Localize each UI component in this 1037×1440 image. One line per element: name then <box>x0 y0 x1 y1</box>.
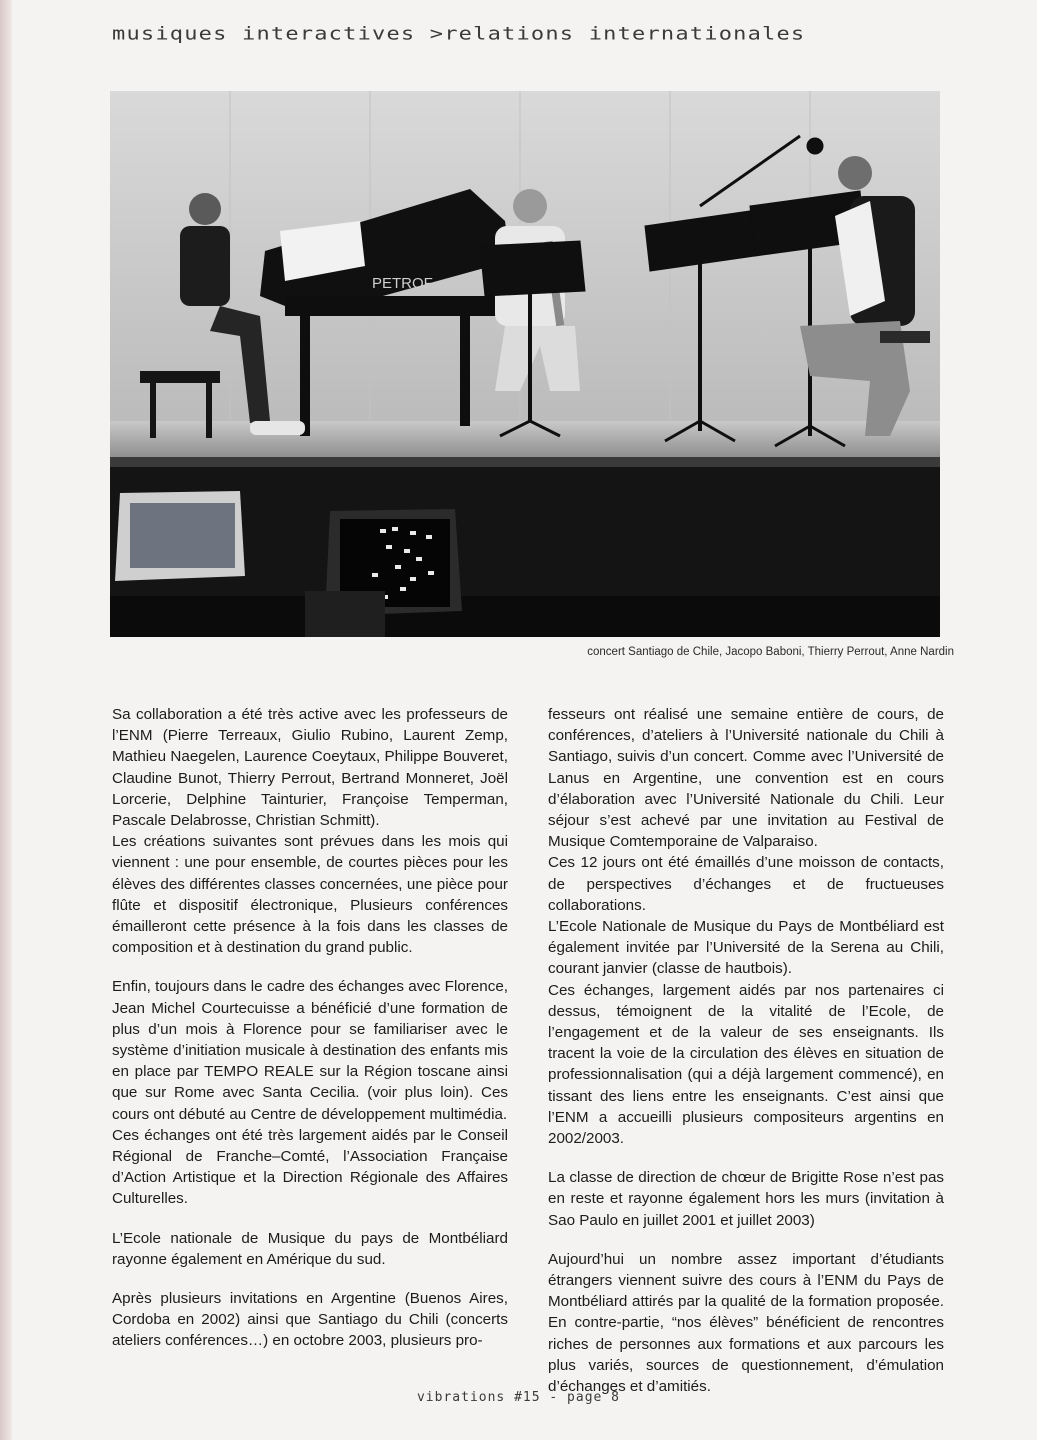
paragraph: Sa collaboration a été très active avec les professeurs de l’ENM (Pierre Terreaux, Giulio Rubino, Laurent Zemp, Mathieu Naegelen, Laurence Coeytaux, Philippe Bouveret, Claudine Bunot, Thierry Perrout, Bertrand Monneret, Joël Lorcerie, Delphine Tainturier, Françoise Temperman, Pascale Delabrosse, Christian Schmitt). <box>112 706 508 830</box>
paragraph: Enfin, toujours dans le cadre des échanges avec Florence, Jean Michel Courtecuisse a bénéficié d’une formation de plus d’un mois à Florence pour se familiariser avec le système d’initiation musicale à destination des enfants mis en place par TEMPO REALE sur la Région toscane ainsi que sur Rome avec Santa Cecilia. (voir plus loin). Ces cours ont débuté au Centre de développement multimédia. <box>112 978 508 1123</box>
page-footer: vibrations #15 - page 8 <box>416 1390 620 1405</box>
paragraph: fesseurs ont réalisé une semaine entière de cours, de conférences, d’ateliers à l’Université nationale du Chili à Santiago, suivis d’un concert. Comme avec l’Université de Lanus en Argentine, une convention est en cours d’élaboration avec l’Université Nationale du Chili. Leur séjour s’est achevé par une invitation au Festival de Musique Comtemporaine de Valparaiso. <box>548 706 944 851</box>
paragraph: L’Ecole nationale de Musique du pays de Montbéliard rayonne également en Amérique du sud. <box>112 1229 508 1268</box>
paragraph: Aujourd’hui un nombre assez important d’étudiants étrangers viennent suivre des cours à l’ENM du Pays de Montbéliard attirés par la qualité de la formation proposée. En contre-partie, “nos élèves” bénéficient de rencontres riches de personnes aux formations et aux parcours les plus variés, sources de questionnement, d’émulation d’échanges et d’amitiés. <box>548 1250 944 1396</box>
paragraph: Ces échanges, largement aidés par nos partenaires ci dessus, témoignent de la vitalité de l’Ecole, de l’engagement et de la valeur de ses enseignants. Ils tracent la voie de la circulation des élèves en situation de professionnalisation (qui a déjà largement commencé), en tissant des liens entre les enseignants. C’est ainsi que l’ENM a accueilli plusieurs compositeurs argentins en 2002/2003. <box>548 981 944 1148</box>
page-header: musiques interactives >relations internationales <box>112 24 806 45</box>
paragraph: Ces échanges ont été très largement aidés par le Conseil Régional de Franche–Comté, l’Association Française d’Action Artistique et la Direction Régionale des Affaires Culturelles. <box>112 1126 508 1208</box>
paragraph: La classe de direction de chœur de Brigitte Rose n’est pas en reste et rayonne également hors les murs (invitation à Sao Paulo en juillet 2001 et juillet 2003) <box>548 1169 944 1229</box>
left-column <box>112 704 508 1352</box>
paragraph: L’Ecole Nationale de Musique du Pays de Montbéliard est également invitée par l’Université de la Serena au Chili, courant janvier (classe de hautbois). <box>548 918 944 978</box>
piano-brand: PETROF <box>372 275 433 292</box>
paragraph: Les créations suivantes sont prévues dans les mois qui viennent : une pour ensemble, de courtes pièces pour les élèves des différentes classes concernées, une pièce pour flûte et dispositif électronique, Plusieurs conférences émailleront cette présence à la fois dans les classes de composition et à destination du grand public. <box>112 833 508 957</box>
page-edge <box>0 0 12 1440</box>
photo-caption: concert Santiago de Chile, Jacopo Baboni, Thierry Perrout, Anne Nardin <box>587 646 954 658</box>
paragraph: Après plusieurs invitations en Argentine (Buenos Aires, Cordoba en 2002) ainsi que Santiago du Chili (concerts ateliers conférences…) en octobre 2003, plusieurs pro- <box>112 1290 508 1350</box>
concert-photo <box>110 91 940 637</box>
right-column <box>548 704 944 1397</box>
paragraph: Ces 12 jours ont été émaillés d’une moisson de contacts, de perspectives d’échanges et de fructueuses collaborations. <box>548 854 944 914</box>
